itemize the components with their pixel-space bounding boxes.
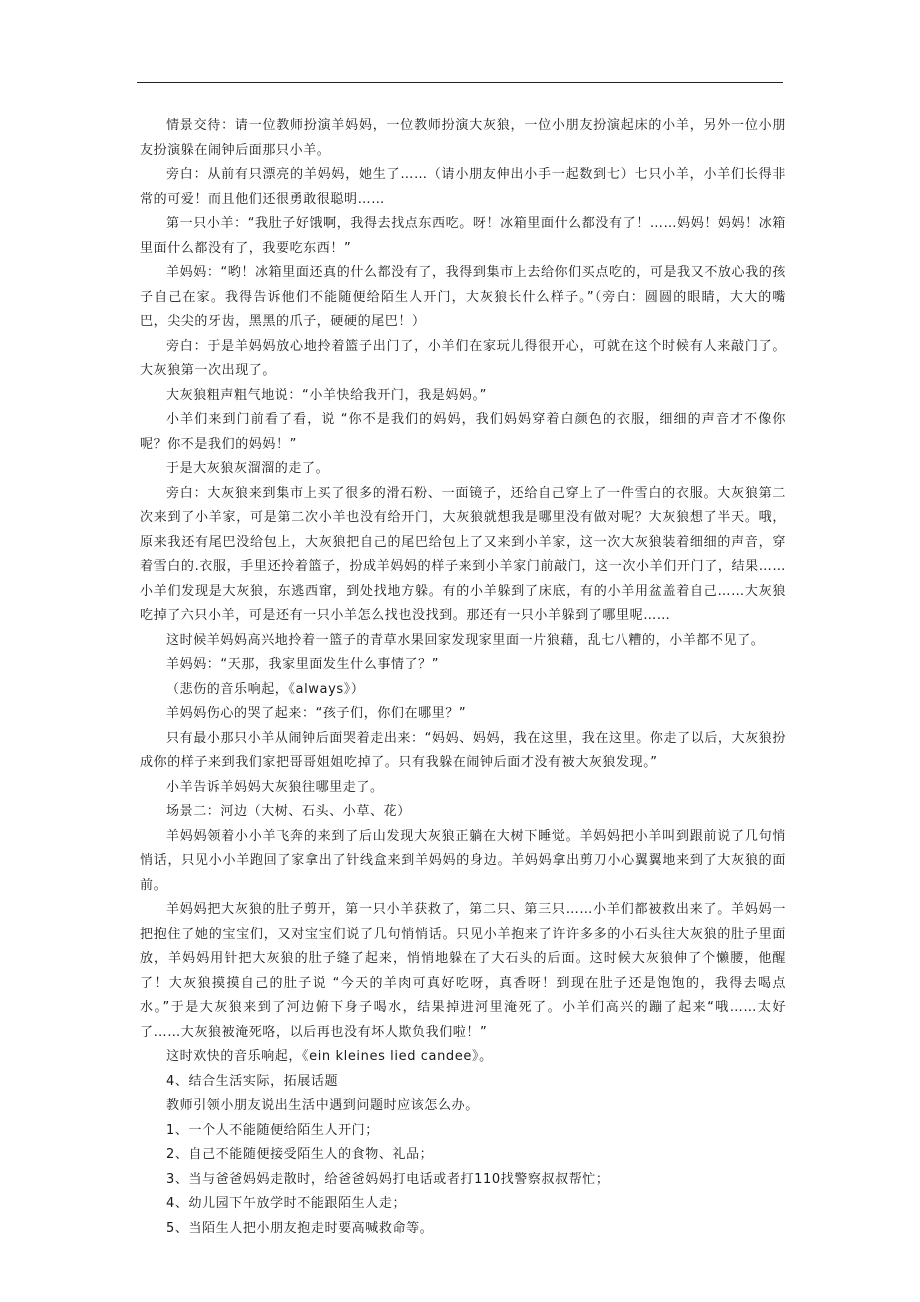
header-rule <box>137 82 783 83</box>
paragraph: 小羊们来到门前看了看，说 “你不是我们的妈妈，我们妈妈穿着白颜色的衣服，细细的声音才不像你呢？你不是我们的妈妈！” <box>140 412 786 452</box>
list-item: 5、当陌生人把小朋友抱走时要高喊救命等。 <box>166 1220 434 1236</box>
paragraph: 旁白：从前有只漂亮的羊妈妈，她生了……（请小朋友伸出小手一起数到七）七只小羊，小羊们长得非常的可爱！而且他们还很勇敢很聪明…… <box>140 167 786 207</box>
paragraph: 于是大灰狼灰溜溜的走了。 <box>166 461 330 476</box>
paragraph: 羊妈妈把大灰狼的肚子剪开，第一只小羊获救了，第二只、第三只……小羊们都被救出来了。羊妈妈一把抱住了她的宝宝们，又对宝宝们说了几句悄悄话。只见小羊抱来了许许多多的小石头往大灰狼的肚子里面放，羊妈妈用针把大灰狼的肚子缝了起来，悄悄地躲在了大石头的后面。这时候大灰狼伸了个懒腰，他醒了！大灰狼摸摸自己的肚子说 “今天的羊肉可真好吃呀，真香呀！到现在肚子还是饱饱的，我得去喝点水。”于是大灰狼来到了河边俯下身子喝水，结果掉进河里淹死了。小羊们高兴的蹦了起来“哦……太好了……大灰狼被淹死咯，以后再也没有坏人欺负我们啦！” <box>140 902 786 1040</box>
list-item: 2、自己不能随便接受陌生人的食物、礼品； <box>166 1147 434 1162</box>
document-body <box>140 114 786 1241</box>
paragraph: 小羊告诉羊妈妈大灰狼往哪里走了。 <box>166 779 384 795</box>
paragraph: 情景交待：请一位教师扮演羊妈妈，一位教师扮演大灰狼，一位小朋友扮演起床的小羊，另外一位小朋友扮演躲在闹钟后面那只小羊。 <box>140 118 786 158</box>
list-item: 1、一个人不能随便给陌生人开门； <box>166 1122 379 1138</box>
paragraph: 大灰狼粗声粗气地说：“小羊快给我开门，我是妈妈。” <box>166 387 487 403</box>
paragraph: 第一只小羊：“我肚子好饿啊，我得去找点东西吃。呀！冰箱里面什么都没有了！……妈妈！妈妈！冰箱里面什么都没有了，我要吃东西！” <box>140 216 786 256</box>
paragraph: 羊妈妈：“哟！冰箱里面还真的什么都没有了，我得到集市上去给你们买点吃的，可是我又不放心我的孩子自己在家。我得告诉他们不能随便给陌生人开门，大灰狼长什么样子。”（旁白：圆圆的眼睛，大大的嘴巴，尖尖的牙齿，黑黑的爪子，硬硬的尾巴！） <box>140 265 786 329</box>
paragraph: 场景二：河边（大树、石头、小草、花） <box>166 804 411 819</box>
paragraph: 旁白：于是羊妈妈放心地拎着篮子出门了，小羊们在家玩儿得很开心，可就在这个时候有人来敲门了。大灰狼第一次出现了。 <box>140 338 786 378</box>
list-item: 3、当与爸爸妈妈走散时，给爸爸妈妈打电话或者打110找警察叔叔帮忙； <box>166 1171 610 1187</box>
paragraph: 教师引领小朋友说出生活中遇到问题时应该怎么办。 <box>166 1098 479 1113</box>
list-item: 4、幼儿园下午放学时不能跟陌生人走； <box>166 1196 407 1211</box>
paragraph: 这时欢快的音乐响起，《ein kleines lied candee》。 <box>166 1049 493 1064</box>
paragraph: 只有最小那只小羊从闹钟后面哭着走出来：“妈妈、妈妈，我在这里，我在这里。你走了以后，大灰狼扮成你的样子来到我们家把哥哥姐姐吃掉了。只有我躲在闹钟后面才没有被大灰狼发现。” <box>140 730 786 770</box>
paragraph: 这时候羊妈妈高兴地拎着一篮子的青草水果回家发现家里面一片狼藉，乱七八糟的，小羊都不见了。 <box>166 632 765 648</box>
paragraph: 旁白：大灰狼来到集市上买了很多的滑石粉、一面镜子，还给自己穿上了一件雪白的衣服。大灰狼第二次来到了小羊家，可是第二次小羊也没有给开门，大灰狼就想我是哪里没有做对呢？大灰狼想了半天。哦，原来我还有尾巴没给包上，大灰狼把自己的尾巴给包上了又来到小羊家，这一次大灰狼装着细细的声音，穿着雪白的.衣服，手里还拎着篮子，扮成羊妈妈的样子来到小羊家门前敲门，这一次小羊们开门了，结果……小羊们发现是大灰狼，东逃西窜，到处找地方躲。有的小羊躲到了床底，有的小羊用盆盖着自己……大灰狼吃掉了六只小羊，可是还有一只小羊怎么找也没找到。那还有一只小羊躲到了哪里呢…… <box>140 485 786 623</box>
paragraph: 羊妈妈：“天那，我家里面发生什么事情了？” <box>166 657 440 672</box>
paragraph: （悲伤的音乐响起，《always》） <box>166 681 365 697</box>
paragraph: 羊妈妈伤心的哭了起来：“孩子们，你们在哪里？” <box>166 706 467 721</box>
paragraph: 羊妈妈领着小小羊飞奔的来到了后山发现大灰狼正躺在大树下睡觉。羊妈妈把小羊叫到跟前说了几句悄悄话，只见小小羊跑回了家拿出了针线盒来到羊妈妈的身边。羊妈妈拿出剪刀小心翼翼地来到了大灰狼的面前。 <box>140 828 786 893</box>
section-heading: 4、结合生活实际，拓展话题 <box>166 1073 339 1089</box>
